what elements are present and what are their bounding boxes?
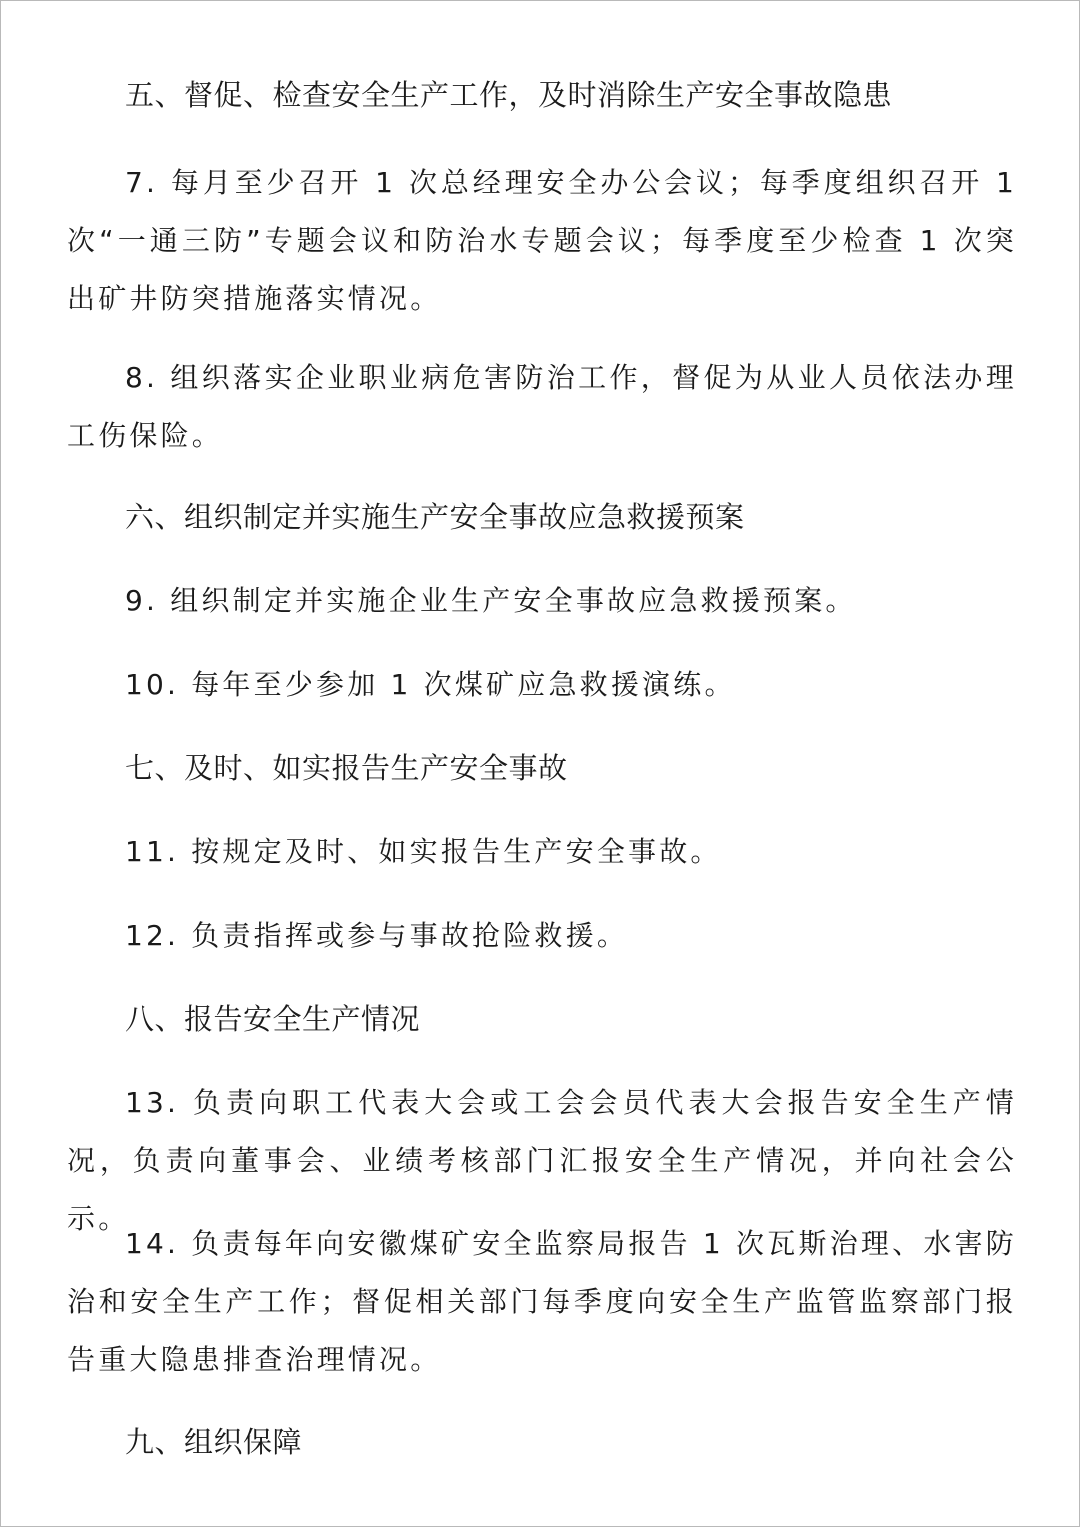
item-14: 14. 负责每年向安徽煤矿安全监察局报告 1 次瓦斯治理、水害防治和安全生产工作；督促相关部门每季度向安全生产监管监察部门报告重大隐患排查治理情况。 — [67, 1227, 1017, 1376]
section-heading-9: 九、组织保障 — [125, 1425, 303, 1459]
item-10: 10. 每年至少参加 1 次煤矿应急救援演练。 — [125, 668, 736, 701]
item-12: 12. 负责指挥或参与事故抢险救援。 — [125, 919, 629, 952]
item-13: 13. 负责向职工代表大会或工会会员代表大会报告安全生产情况，负责向董事会、业绩考核部门汇报安全生产情况，并向社会公示。 — [67, 1086, 1017, 1235]
item-9: 9. 组织制定并实施企业生产安全事故应急救援预案。 — [125, 584, 857, 617]
item-11: 11. 按规定及时、如实报告生产安全事故。 — [125, 835, 722, 868]
section-heading-5: 五、督促、检查安全生产工作，及时消除生产安全事故隐患 — [125, 78, 893, 112]
section-heading-6: 六、组织制定并实施生产安全事故应急救援预案 — [125, 500, 745, 534]
item-8: 8. 组织落实企业职业病危害防治工作，督促为从业人员依法办理工伤保险。 — [67, 361, 1017, 452]
section-heading-8: 八、报告安全生产情况 — [125, 1002, 421, 1036]
item-7: 7. 每月至少召开 1 次总经理安全办公会议；每季度组织召开 1 次“一通三防”专题会议和防治水专题会议；每季度至少检查 1 次突出矿井防突措施落实情况。 — [67, 166, 1017, 315]
section-heading-7: 七、及时、如实报告生产安全事故 — [125, 751, 568, 785]
